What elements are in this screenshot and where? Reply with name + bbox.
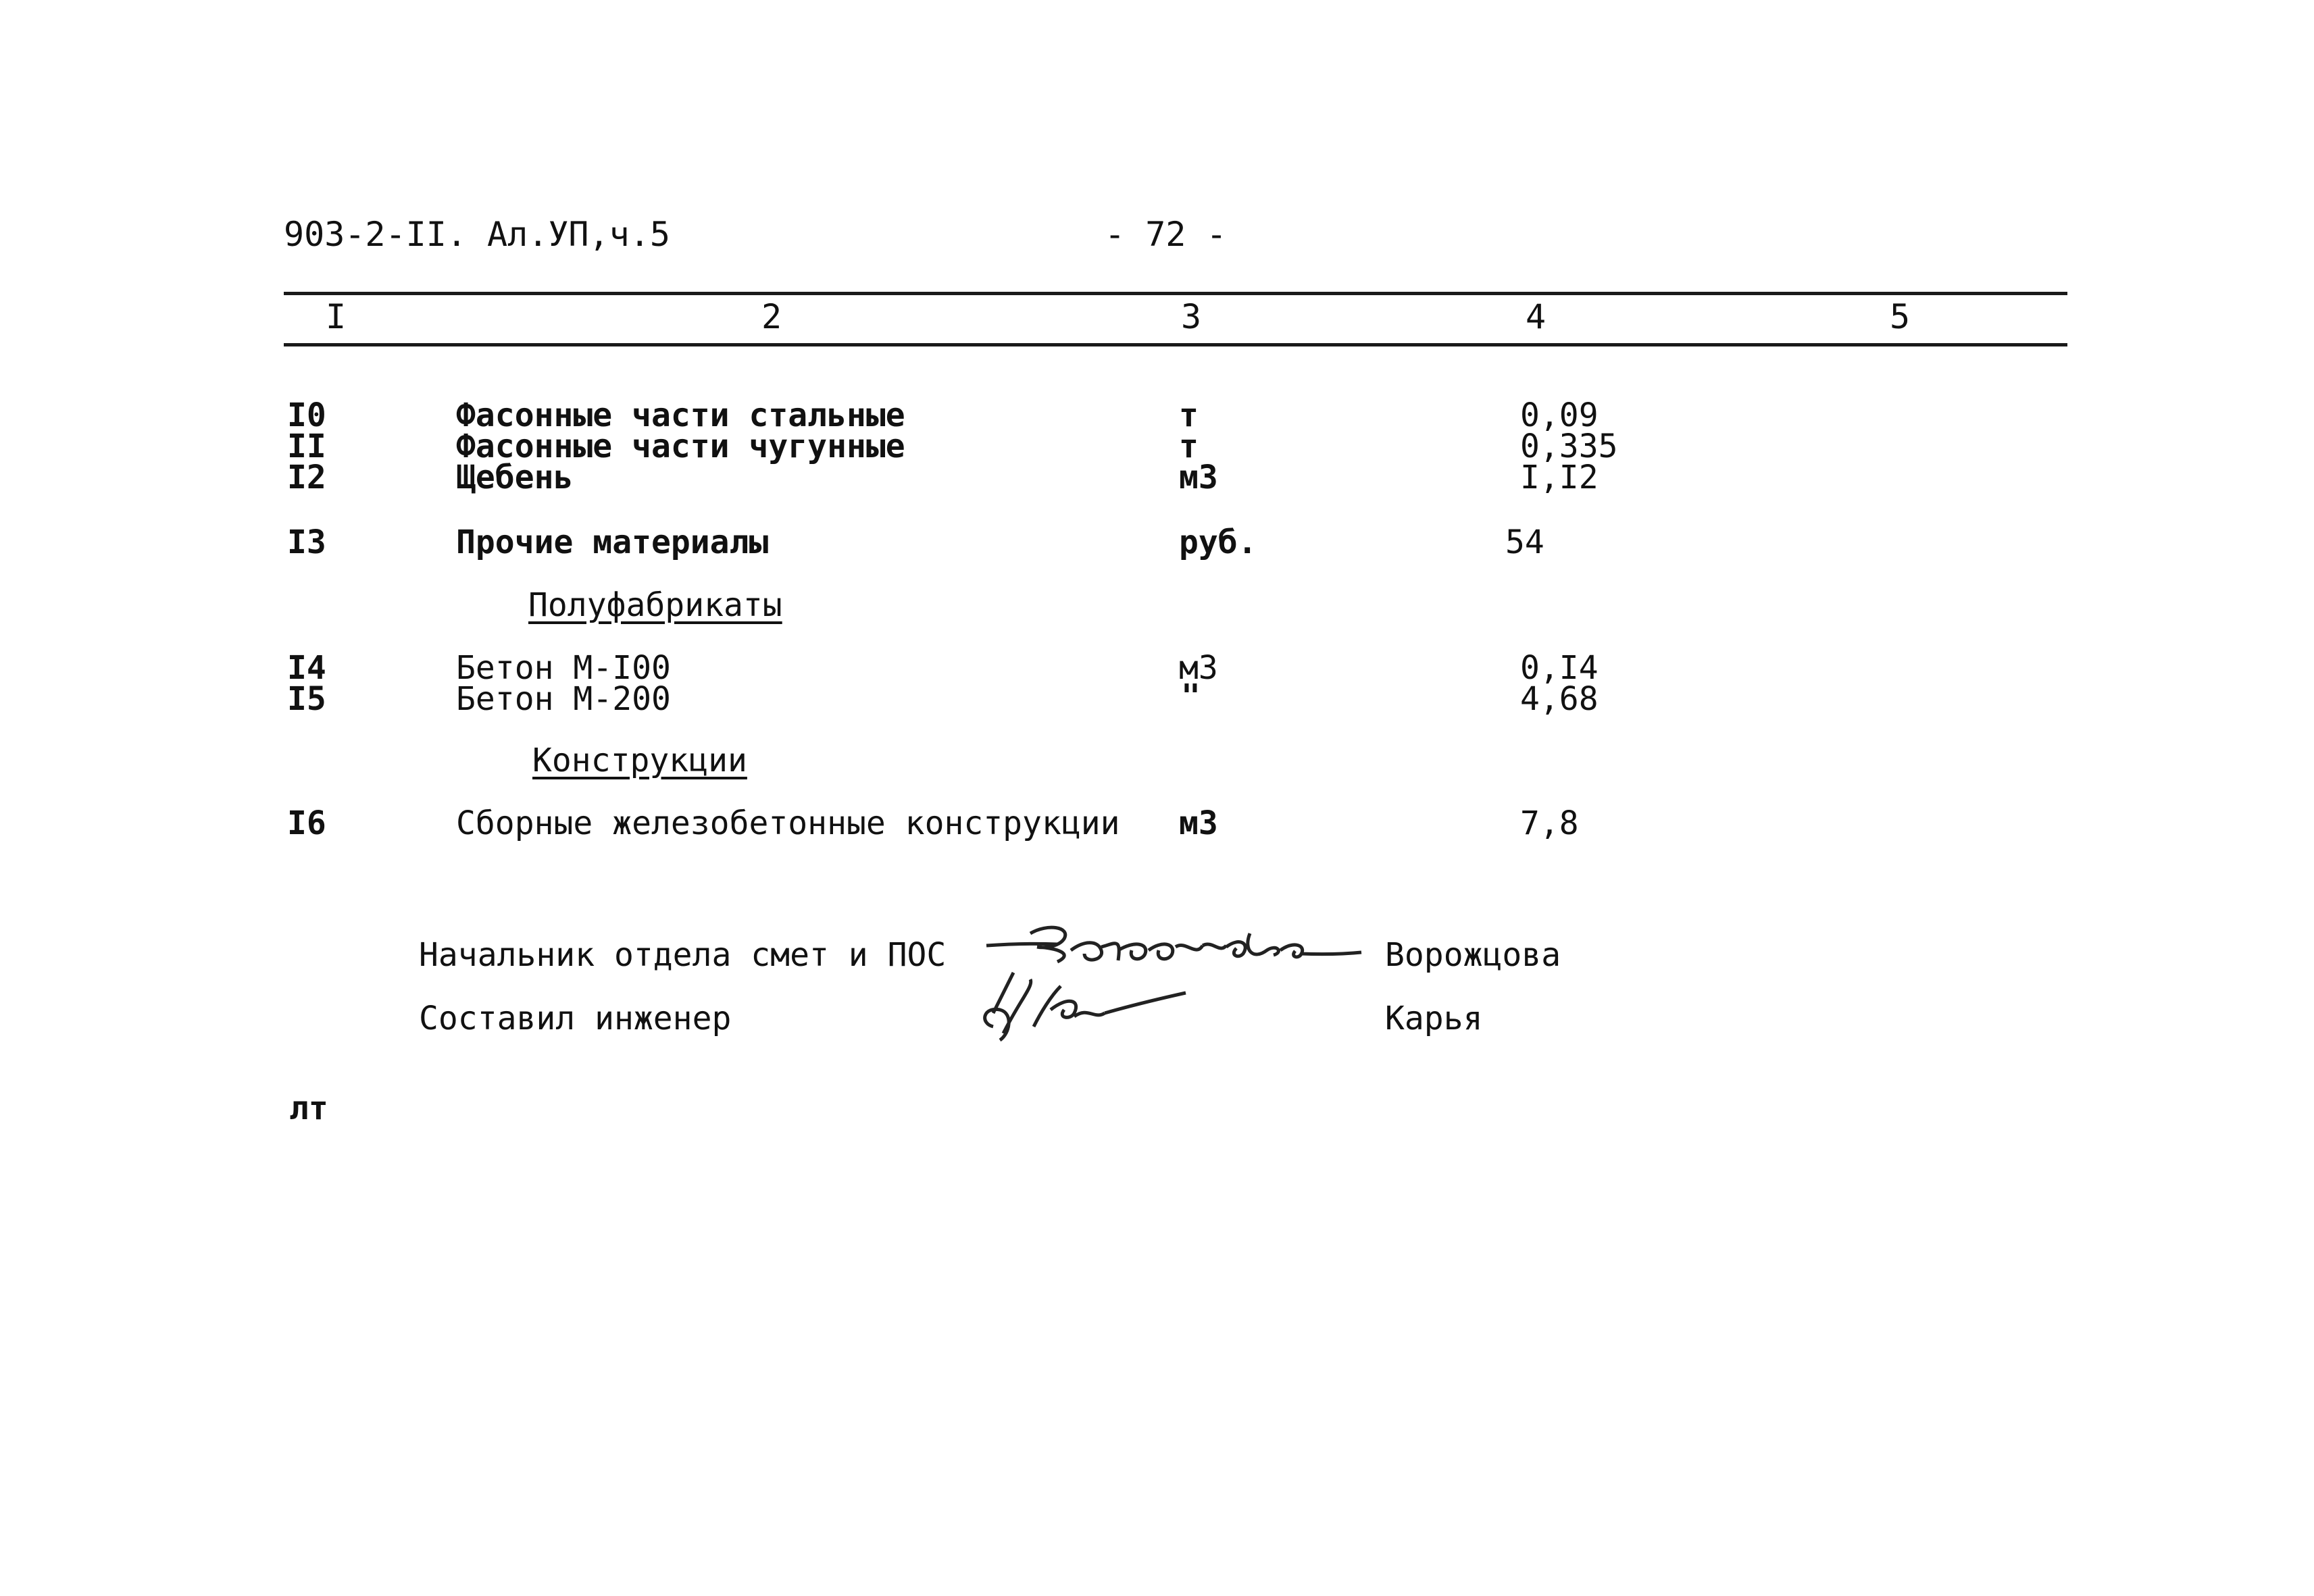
row-number: I3	[287, 523, 326, 561]
table-top-rule	[284, 292, 2067, 295]
row-number: I6	[287, 804, 326, 842]
row-quantity: 0,335	[1520, 428, 1618, 465]
head-of-department-label: Начальник отдела смет и ПОС	[419, 936, 947, 974]
row-quantity: I,I2	[1520, 459, 1599, 496]
section-heading-semi-finished: Полуфабрикаты	[528, 586, 782, 624]
row-quantity: 4,68	[1520, 680, 1599, 718]
row-unit: т	[1179, 396, 1199, 434]
row-name: Прочие материалы	[456, 523, 769, 561]
head-name: Ворожцова	[1385, 936, 1561, 974]
row-unit: т	[1179, 428, 1199, 465]
row-number: I2	[287, 459, 326, 496]
engineer-label: Составил инженер	[419, 1000, 732, 1037]
column-number-3: 3	[1181, 297, 1202, 336]
row-name: Щебень	[456, 459, 574, 496]
table-header-bottom-rule	[284, 343, 2067, 346]
column-number-5: 5	[1890, 297, 1911, 336]
row-name: Бетон М-200	[456, 680, 671, 718]
row-quantity: 0,09	[1520, 396, 1599, 434]
row-number: I4	[287, 649, 326, 687]
row-quantity: 7,8	[1520, 804, 1579, 842]
row-quantity: 0,I4	[1520, 649, 1599, 687]
row-name: Фасонные части чугунные	[456, 428, 905, 465]
row-number: I0	[287, 396, 326, 434]
page-number: - 72 -	[1105, 215, 1227, 254]
row-unit-ditto: "	[1181, 677, 1201, 715]
column-number-2: 2	[761, 297, 782, 336]
row-unit: м3	[1179, 649, 1218, 687]
column-number-4: 4	[1526, 297, 1546, 336]
row-name: Сборные железобетонные конструкции	[456, 804, 1120, 842]
row-unit: руб.	[1179, 523, 1257, 561]
row-number: I5	[287, 680, 326, 718]
row-name: Фасонные части стальные	[456, 396, 905, 434]
row-quantity: 54	[1505, 523, 1544, 561]
row-number: II	[287, 428, 326, 465]
engineer-signature	[973, 959, 1189, 1054]
row-unit: м3	[1179, 804, 1218, 842]
row-unit: м3	[1179, 459, 1218, 496]
document-code: 903-2-II. Ал.УП,ч.5	[284, 215, 670, 254]
row-name: Бетон М-I00	[456, 649, 671, 687]
typist-mark: лт	[289, 1089, 328, 1127]
section-heading-constructions: Конструкции	[532, 742, 747, 779]
engineer-name: Карья	[1385, 1000, 1483, 1037]
column-number-1: I	[326, 297, 347, 336]
